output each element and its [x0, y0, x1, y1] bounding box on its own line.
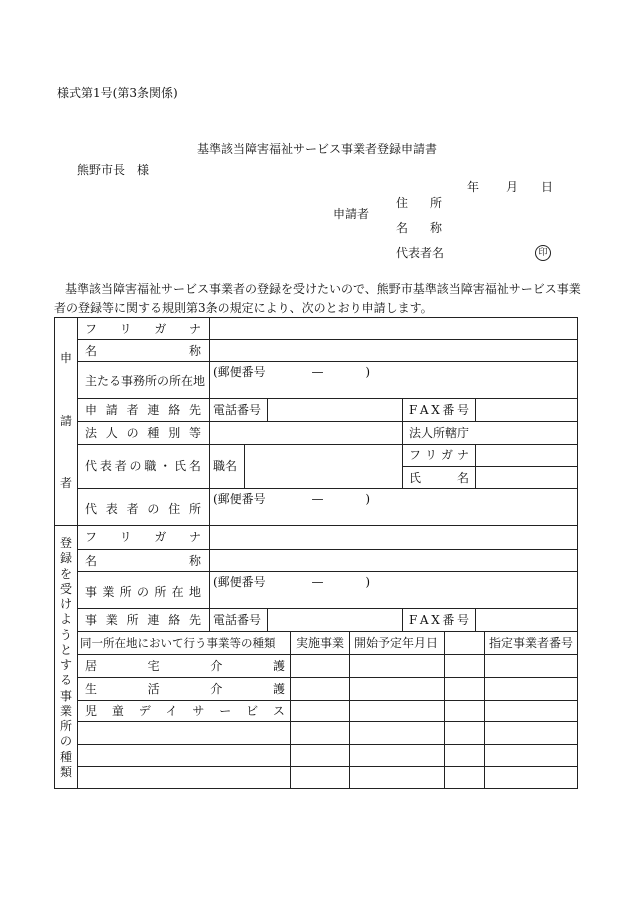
office-postal-code-field[interactable]: (郵便番号 — ): [213, 575, 371, 589]
label-name: 名 称: [85, 344, 201, 358]
label-furigana: フ リ ガ ナ: [85, 322, 201, 336]
side-label-applicant: 申 請 者: [59, 351, 72, 490]
applicant-rep-label: 代表者名: [396, 246, 445, 260]
label-applicant-contact: 申 請 者 連 絡 先: [85, 403, 201, 417]
office-label-name: 名 称: [85, 554, 201, 568]
title-label: 職名: [213, 459, 238, 473]
applicant-name-label: 名 称: [396, 221, 442, 235]
date-month[interactable]: 月: [506, 180, 519, 194]
date-day[interactable]: 日: [541, 180, 554, 194]
date-year[interactable]: 年: [467, 180, 480, 194]
header-implementation: 実施事業: [296, 636, 345, 650]
addressee: 熊野市長 様: [77, 163, 150, 177]
applicant-label: 申請者: [333, 207, 370, 221]
office-phone-label: 電話番号: [213, 613, 262, 627]
office-label-contact: 事 業 所 連 絡 先: [85, 613, 201, 627]
intro-line-2: 者の登録等に関する規則第3条の規定により、次のとおり申請します。: [54, 301, 433, 315]
side-label-office: 登 録 を 受 け よ う と す る 事 業 所 の 種 類: [59, 536, 72, 779]
service-child-day: 児 童 デ イ サ ー ビ ス: [85, 704, 285, 718]
label-rep-address: 代 表 者 の 住 所: [85, 502, 201, 516]
header-start-date: 開始予定年月日: [354, 636, 439, 650]
label-rep-title-name: 代 表 者 の 職 ・ 氏 名: [85, 459, 201, 473]
jurisdiction-label: 法人所轄庁: [409, 426, 470, 440]
applicant-address-label: 住 所: [396, 196, 442, 210]
office-label-furigana: フ リ ガ ナ: [85, 530, 201, 544]
form-code: 様式第1号(第3条関係): [57, 86, 178, 100]
label-corp-type: 法 人 の 種 別 等: [85, 426, 201, 440]
rep-postal-code-field[interactable]: (郵便番号 — ): [213, 492, 371, 506]
header-designated-number: 指定事業者番号: [489, 636, 574, 650]
service-life-care: 生 活 介 護: [85, 682, 285, 696]
intro-line-1: 基準該当障害福祉サービス事業者の登録を受けたいので、熊野市基準該当障害福祉サービス事業: [65, 282, 581, 296]
postal-code-field[interactable]: (郵便番号 — ): [213, 365, 371, 379]
label-main-office: 主たる事務所の所在地: [85, 374, 206, 388]
furigana-small-label: フ リ ガ ナ: [409, 448, 469, 462]
phone-label: 電話番号: [213, 403, 262, 417]
form-title: 基準該当障害福祉サービス事業者登録申請書: [197, 142, 438, 156]
seal-icon: 印: [535, 245, 551, 261]
person-name-label: 氏 名: [409, 471, 469, 485]
header-service-type: 同一所在地において行う事業等の種類: [80, 636, 276, 650]
office-label-location: 事 業 所 の 所 在 地: [85, 585, 201, 599]
office-fax-label: F A X 番 号: [409, 613, 469, 627]
fax-label: F A X 番 号: [409, 403, 469, 417]
service-home-care: 居 宅 介 護: [85, 659, 285, 673]
